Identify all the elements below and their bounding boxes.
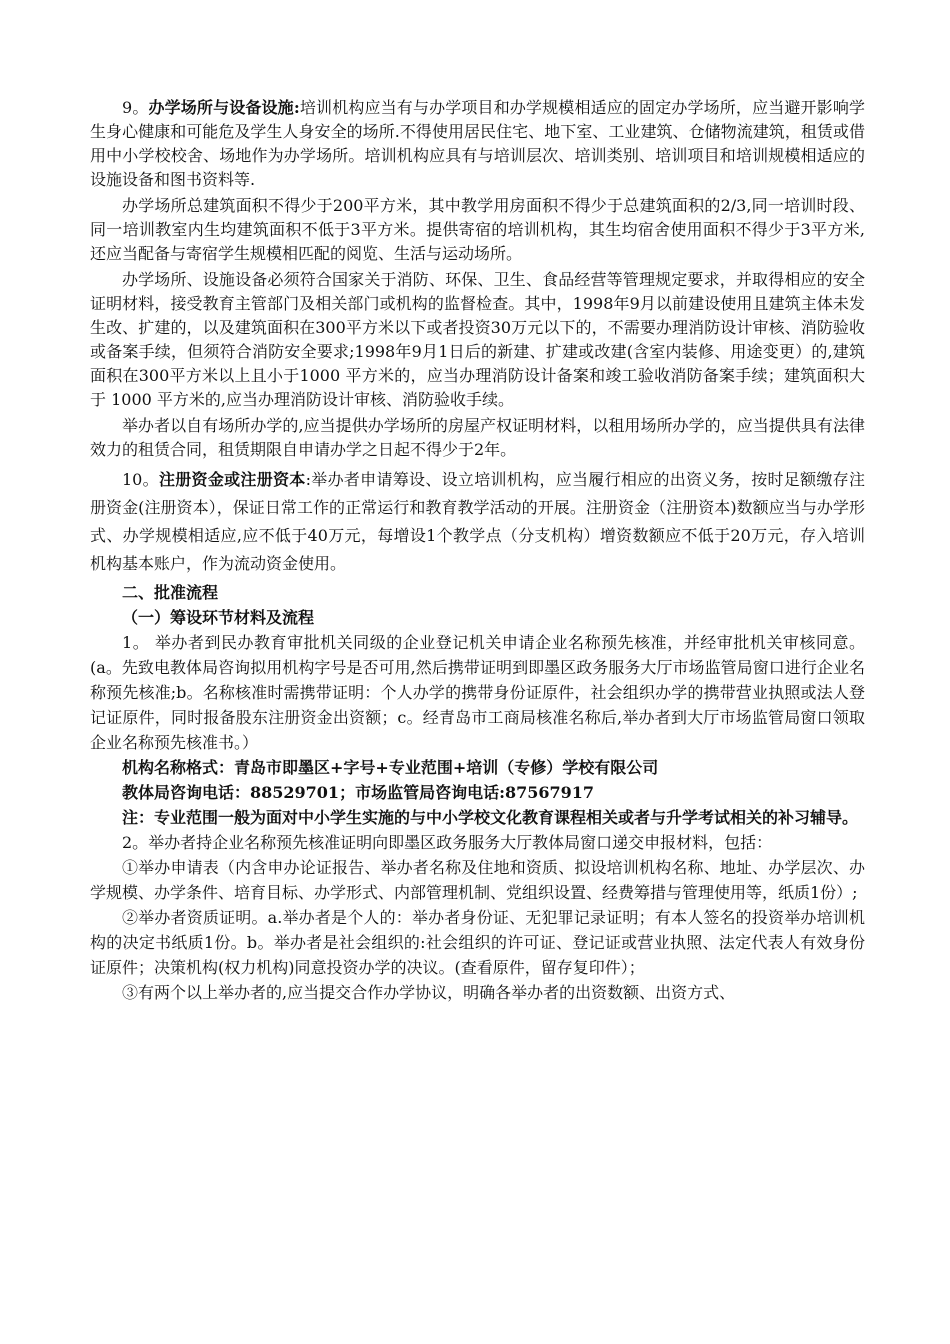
approval-process-heading: 二、批准流程 — [122, 583, 219, 602]
preparation-stage-heading: （一）筹设环节材料及流程 — [122, 608, 315, 627]
material-item-1: ①举办申请表（内含申办论证报告、举办者名称及住地和资质、拟设培训机构名称、地址、办学层次、办学规模、办学条件、培育目标、办学形式、内部管理机制、党组织设置、经费筹措与管理使用等，纸质1份）; — [90, 858, 865, 902]
section-9-paragraph — [90, 96, 865, 192]
section-10-number: 10。 — [122, 470, 159, 489]
document-page — [90, 96, 865, 1005]
note-line: 注：专业范围一般为面对中小学生实施的与中小学校文化教育课程相关或者与升学考试相关的补习辅导。 — [122, 808, 859, 827]
section-9-text: 培训机构应当有与办学项目和办学规模相适应的固定办学场所，应当避开影响学生身心健康和可能危及学生人身安全的场所.不得使用居民住宅、地下室、工业建筑、仓储物流建筑，租赁或借用中小学校校舍、场地作为办学场所。培训机构应具有与培训层次、培训类别、培训项目和培训规模相适应的设施设备和图书资料等. — [90, 98, 865, 189]
safety-requirements-paragraph: 办学场所、设施设备必须符合国家关于消防、环保、卫生、食品经营等管理规定要求，并取得相应的安全证明材料，接受教育主管部门及相关部门或机构的监督检查。其中，1998年9月以前建设使用且建筑主体未发生改、扩建的，以及建筑面积在300平方米以下或者投资30万元以下的，不需要办理消防设计审核、消防验收或备案手续，但须符合消防安全要求;1998年9月1日后的新建、扩建或改建(含室内装修、用途变更）的,建筑面积在300平方米以上且小于1000 平方米的，应当办理消防设计备案和竣工验收消防备案手续；建筑面积大于 1000 平方米的,应当办理消防设计审核、消防验收手续。 — [90, 270, 865, 409]
property-certificate-paragraph: 举办者以自有场所办学的,应当提供办学场所的房屋产权证明材料，以租用场所办学的，应当提供具有法律效力的租赁合同，租赁期限自申请办学之日起不得少于2年。 — [90, 416, 865, 459]
section-10-title: 注册资金或注册资本 — [158, 470, 306, 489]
section-9-title: 办学场所与设备设施: — [148, 98, 300, 117]
consult-phone-line: 教体局咨询电话：88529701；市场监管局咨询电话:87567917 — [122, 783, 595, 802]
area-requirements-paragraph: 办学场所总建筑面积不得少于200平方米，其中教学用房面积不得少于总建筑面积的2/3,同一培训时段、同一培训教室内生均建筑面积不低于3平方米。提供寄宿的培训机构，其生均宿舍使用面积不得少于3平方米,还应当配备与寄宿学生规模相匹配的阅览、生活与运动场所。 — [90, 196, 865, 263]
step-2-paragraph: 2。举办者持企业名称预先核准证明向即墨区政务服务大厅教体局窗口递交申报材料，包括： — [122, 833, 773, 852]
section-10-text: :举办者申请筹设、设立培训机构，应当履行相应的出资义务，按时足额缴存注册资金(注册资本），保证日常工作的正常运行和教育教学活动的开展。注册资金（注册资本)数额应当与办学形式、办学规模相适应,应不低于40万元，每增设1个教学点（分支机构）增资数额应不低于20万元，存入培训机构基本账户，作为流动资金使用。 — [90, 470, 865, 573]
material-item-2: ②举办者资质证明。a.举办者是个人的：举办者身份证、无犯罪记录证明；有本人签名的投资举办培训机构的决定书纸质1份。b。举办者是社会组织的:社会组织的许可证、登记证或营业执照、法定代表人有效身份证原件；决策机构(权力机构)同意投资办学的决议。(查看原件，留存复印件）； — [90, 908, 865, 977]
material-item-3: ③有两个以上举办者的,应当提交合作办学协议，明确各举办者的出资数额、出资方式、 — [122, 983, 736, 1002]
section-9-number: 9。 — [122, 98, 149, 117]
step-1-paragraph: 1。 举办者到民办教育审批机关同级的企业登记机关申请企业名称预先核准，并经审批机关审核同意。(a。先致电教体局咨询拟用机构字号是否可用,然后携带证明到即墨区政务服务大厅市场监管局窗口进行企业名称预先核准;b。名称核准时需携带证明：个人办学的携带身份证原件，社会组织办学的携带营业执照或法人登记证原件，同时报备股东注册资金出资额；c。经青岛市工商局核准名称后,举办者到大厅市场监管局窗口领取企业名称预先核准书。） — [90, 633, 865, 752]
section-10-paragraph — [90, 466, 865, 578]
name-format-line: 机构名称格式：青岛市即墨区+字号+专业范围+培训（专修）学校有限公司 — [122, 758, 659, 777]
